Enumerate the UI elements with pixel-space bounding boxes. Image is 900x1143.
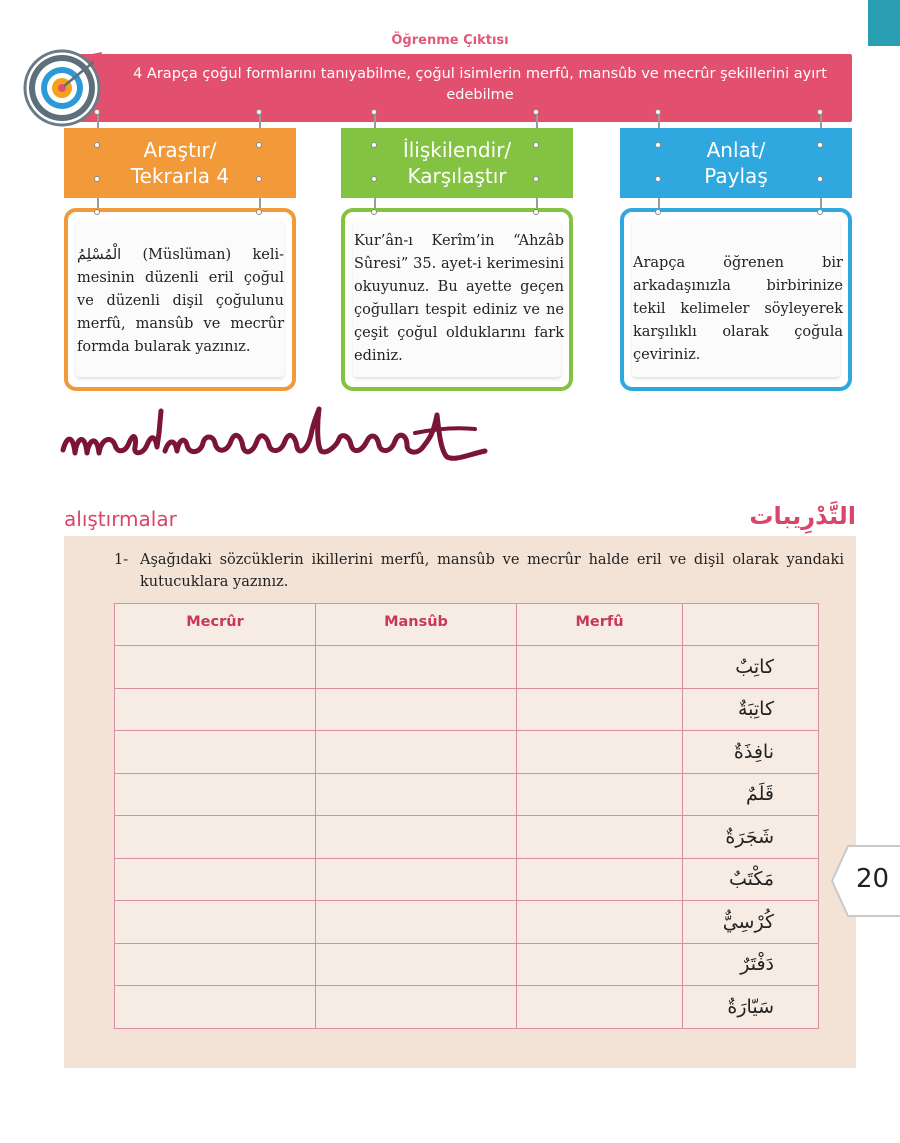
page-number: 20 <box>856 864 890 894</box>
answer-cell-mecrur[interactable] <box>115 986 316 1029</box>
column-header-merfu: Merfû <box>517 604 683 646</box>
activity-title-line1: Araştır/ <box>143 138 217 162</box>
arabic-word: نافِذَةٌ <box>683 731 819 774</box>
table-row <box>115 688 819 731</box>
table-row <box>115 901 819 944</box>
answer-cell-merfu[interactable] <box>517 943 683 986</box>
answer-cell-merfu[interactable] <box>517 858 683 901</box>
exercise-question <box>114 549 844 593</box>
answer-cell-mecrur[interactable] <box>115 858 316 901</box>
answer-cell-mecrur[interactable] <box>115 646 316 689</box>
answer-cell-mecrur[interactable] <box>115 901 316 944</box>
question-number: 1- <box>114 552 129 568</box>
section-title: Öğrenme Çıktısı <box>391 33 509 48</box>
answer-cell-merfu[interactable] <box>517 731 683 774</box>
answer-cell-merfu[interactable] <box>517 986 683 1029</box>
arabic-word: قَلَمٌ <box>683 773 819 816</box>
activity-header-arastir <box>64 128 296 198</box>
table-row <box>115 816 819 859</box>
activity-text-rest: mesinin düzenli eril çoğul ve düzenli dişil çoğulunu merfû, mansûb ve mecrûr formda bularak yazınız. <box>77 270 284 355</box>
activity-text-anlat: Arapça öğrenen bir arkadaşınızla birbirinize tekil kelimeler söyleyerek karşılıklı olarak çoğula çeviriniz. <box>633 255 843 363</box>
activity-title-line1: İlişkilendir/ <box>402 138 512 162</box>
table-row <box>115 773 819 816</box>
answer-cell-mansub[interactable] <box>316 986 517 1029</box>
table-row <box>115 858 819 901</box>
answer-cell-mecrur[interactable] <box>115 943 316 986</box>
arabic-word: مَكْتَبٌ <box>683 858 819 901</box>
answer-cell-mecrur[interactable] <box>115 816 316 859</box>
answer-cell-merfu[interactable] <box>517 901 683 944</box>
answer-cell-mecrur[interactable] <box>115 688 316 731</box>
answer-cell-merfu[interactable] <box>517 816 683 859</box>
answer-cell-merfu[interactable] <box>517 773 683 816</box>
answer-cell-mansub[interactable] <box>316 646 517 689</box>
activity-text-arastir <box>77 244 284 359</box>
activity-text-iliskilendir: Kur’ân-ı Kerîm’in “Ahzâb Sûresi” 35. ayet-i kerimesini okuyunuz. Bu ayette geçen çoğulları tespit ediniz ve ne çeşit çoğul olduklarını fark ediniz. <box>354 233 564 364</box>
activity-header-anlat <box>620 128 852 198</box>
arabic-word: كاتِبَةٌ <box>683 688 819 731</box>
answer-cell-mansub[interactable] <box>316 943 517 986</box>
column-header-word <box>683 604 819 646</box>
activity-title-line2: Karşılaştır <box>407 164 507 188</box>
answer-cell-mansub[interactable] <box>316 816 517 859</box>
handwritten-signature <box>55 395 505 490</box>
table-row <box>115 986 819 1029</box>
answer-cell-merfu[interactable] <box>517 646 683 689</box>
activity-title-line1: Anlat/ <box>706 138 766 162</box>
table-row <box>115 943 819 986</box>
table-header-row <box>115 604 819 646</box>
activity-header-iliskilendir <box>341 128 573 198</box>
table-row <box>115 646 819 689</box>
activity-text-line1: الْمُسْلِمُ (Müslüman) keli- <box>77 247 284 263</box>
arabic-word: سَيّارَةٌ <box>683 986 819 1029</box>
arabic-word: كُرْسِيٌّ <box>683 901 819 944</box>
arabic-word: شَجَرَةٌ <box>683 816 819 859</box>
exercises-title-arabic: التَّدْرِيبات <box>749 502 856 530</box>
column-header-mansub: Mansûb <box>316 604 517 646</box>
answer-cell-mansub[interactable] <box>316 901 517 944</box>
answer-table <box>114 603 819 1029</box>
arabic-word: كاتِبٌ <box>683 646 819 689</box>
activity-title-line2: Tekrarla 4 <box>130 164 230 188</box>
answer-cell-mansub[interactable] <box>316 858 517 901</box>
exercises-title: alıştırmalar <box>64 507 177 531</box>
learning-outcome-text: 4 Arapça çoğul formlarını tanıyabilme, çoğul isimlerin merfû, mansûb ve mecrûr şekillerini ayırt edebilme <box>133 66 827 103</box>
question-text: Aşağıdaki sözcüklerin ikillerini merfû, mansûb ve mecrûr halde eril ve dişil olarak yandaki kutucuklara yazınız. <box>140 552 844 590</box>
answer-cell-mecrur[interactable] <box>115 773 316 816</box>
answer-cell-mecrur[interactable] <box>115 731 316 774</box>
target-icon <box>22 48 114 140</box>
answer-cell-merfu[interactable] <box>517 688 683 731</box>
answer-cell-mansub[interactable] <box>316 731 517 774</box>
answer-cell-mansub[interactable] <box>316 688 517 731</box>
table-row <box>115 731 819 774</box>
column-header-mecrur: Mecrûr <box>115 604 316 646</box>
arabic-word: دَفْتَرٌ <box>683 943 819 986</box>
activity-title-line2: Paylaş <box>704 164 768 188</box>
answer-cell-mansub[interactable] <box>316 773 517 816</box>
